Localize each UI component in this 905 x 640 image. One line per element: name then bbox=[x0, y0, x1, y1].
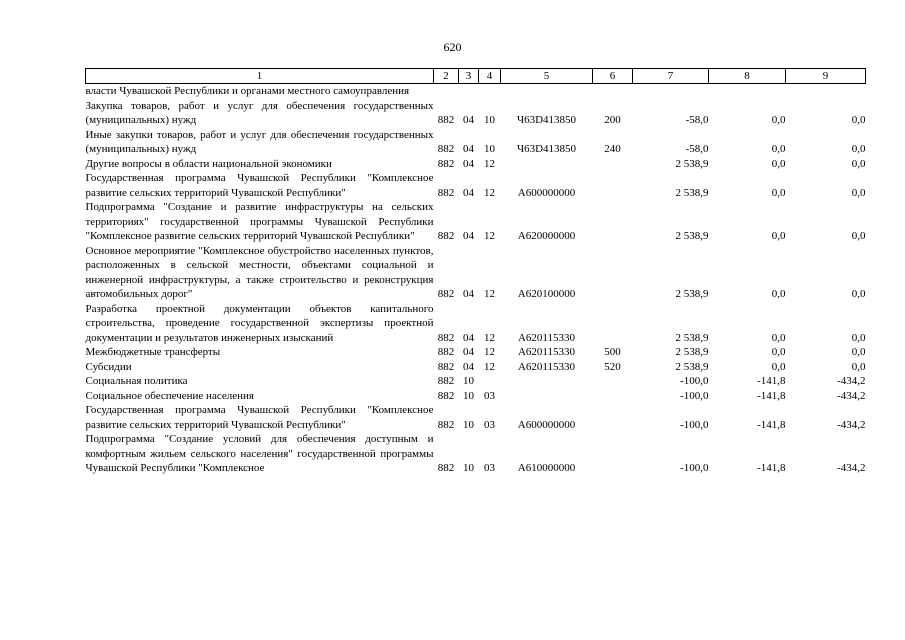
target-article-code: А610000000 bbox=[517, 462, 576, 474]
amount-col-8: 0,0 bbox=[771, 186, 786, 199]
target-article-code bbox=[501, 374, 593, 389]
header-cell: 8 bbox=[709, 69, 786, 84]
expense-type-code bbox=[593, 403, 633, 432]
table-row bbox=[86, 389, 866, 404]
table-row bbox=[86, 244, 866, 302]
target-article-code bbox=[501, 389, 593, 404]
table-row bbox=[86, 99, 866, 128]
amount-col-8: -141,8 bbox=[757, 462, 786, 474]
table-row bbox=[86, 360, 866, 375]
target-article-code: Ч63D413850 bbox=[516, 143, 577, 155]
table-row bbox=[86, 374, 866, 389]
subsection-code: 12 bbox=[484, 360, 495, 373]
header-cell: 3 bbox=[459, 69, 479, 84]
item-name: Межбюджетные трансферты bbox=[85, 346, 221, 358]
amount-col-8: 0,0 bbox=[771, 114, 786, 126]
table-row bbox=[86, 128, 866, 157]
ministry-code: 882 bbox=[437, 462, 455, 474]
section-code: 04 bbox=[463, 288, 474, 300]
section-code: 04 bbox=[463, 346, 474, 358]
section-code: 04 bbox=[463, 114, 474, 126]
table-body bbox=[86, 84, 866, 476]
ministry-code: 882 bbox=[437, 375, 455, 387]
section-code: 04 bbox=[463, 360, 474, 373]
subsection-code: 10 bbox=[484, 143, 495, 155]
amount-col-7: -100,0 bbox=[680, 389, 709, 402]
amount-col-7: -58,0 bbox=[685, 143, 709, 155]
item-name: Основное мероприятие "Комплексное обустройство населенных пунктов, расположенных в сельской местности, объектами социальной и инженерной инфраструктуры, а также строительство и реконструкция автомобильных дорог" bbox=[85, 244, 434, 300]
item-name: Иные закупки товаров, работ и услуг для обеспечения государственных (муниципальных) нужд bbox=[85, 128, 434, 155]
table-row bbox=[86, 345, 866, 360]
section-code: 04 bbox=[463, 143, 474, 155]
header-cell: 1 bbox=[86, 69, 434, 84]
ministry-code: 882 bbox=[437, 389, 455, 402]
subsection-code: 03 bbox=[484, 418, 495, 431]
amount-col-7: 2 538,9 bbox=[675, 360, 709, 373]
subsection-code: 12 bbox=[484, 288, 495, 300]
amount-col-9: 0,0 bbox=[851, 186, 866, 199]
expense-type-code bbox=[593, 302, 633, 346]
table-row bbox=[86, 302, 866, 346]
subsection-code: 10 bbox=[484, 114, 495, 126]
expense-type-code bbox=[593, 432, 633, 476]
table-row bbox=[86, 157, 866, 172]
page-number: 620 bbox=[443, 40, 462, 54]
amount-col-8: 0,0 bbox=[771, 360, 786, 373]
ministry-code: 882 bbox=[437, 346, 455, 358]
amount-col-9: 0,0 bbox=[851, 288, 866, 300]
item-name: Разработка проектной документации объектов капитального строительства, проведение государственной экспертизы проектной документации и результатов инженерных изысканий bbox=[85, 302, 434, 344]
section-code: 10 bbox=[463, 389, 474, 402]
target-article-code bbox=[501, 84, 593, 99]
ministry-code: 882 bbox=[437, 157, 455, 170]
item-name: Подпрограмма "Создание и развитие инфраструктуры на сельских территориях" государственной программы Чувашской Республики "Комплексное развитие сельских территорий Чувашской Республики" bbox=[85, 201, 434, 242]
amount-col-9: 0,0 bbox=[851, 331, 866, 344]
expense-type-code bbox=[593, 200, 633, 244]
item-name: Социальная политика bbox=[85, 375, 188, 387]
expense-type-code: 240 bbox=[604, 143, 621, 155]
amount-col-7: -58,0 bbox=[685, 114, 709, 126]
section-code: 04 bbox=[463, 157, 474, 170]
amount-col-9: -434,2 bbox=[837, 389, 866, 402]
table-header-row bbox=[86, 69, 866, 84]
expense-type-code bbox=[593, 389, 633, 404]
ministry-code: 882 bbox=[437, 186, 455, 199]
item-name: власти Чувашской Республики и органами местного самоуправления bbox=[85, 85, 410, 97]
table-row bbox=[86, 200, 866, 244]
target-article-code: А620000000 bbox=[517, 230, 576, 242]
expense-type-code bbox=[593, 374, 633, 389]
subsection-code: 12 bbox=[484, 331, 495, 344]
amount-col-7: 2 538,9 bbox=[675, 288, 709, 300]
ministry-code: 882 bbox=[437, 288, 455, 300]
expense-type-code bbox=[593, 171, 633, 200]
ministry-code: 882 bbox=[437, 331, 455, 344]
amount-col-8 bbox=[709, 84, 786, 99]
amount-col-8: 0,0 bbox=[771, 230, 786, 242]
target-article-code: Ч63D413850 bbox=[516, 114, 577, 126]
item-name: Государственная программа Чувашской Республики "Комплексное развитие сельских территорий Чувашской Республики" bbox=[85, 404, 434, 431]
amount-col-7: 2 538,9 bbox=[675, 346, 709, 358]
subsection-code bbox=[479, 374, 501, 389]
amount-col-8: 0,0 bbox=[771, 346, 786, 358]
amount-col-7: 2 538,9 bbox=[675, 186, 709, 199]
section-code bbox=[459, 84, 479, 99]
item-name: Социальное обеспечение населения bbox=[85, 389, 254, 402]
subsection-code: 03 bbox=[484, 462, 495, 474]
amount-col-7: -100,0 bbox=[680, 418, 709, 431]
ministry-code: 882 bbox=[437, 230, 455, 242]
header-cell: 9 bbox=[786, 69, 866, 84]
subsection-code: 03 bbox=[484, 389, 495, 402]
header-cell: 6 bbox=[593, 69, 633, 84]
ministry-code: 882 bbox=[437, 418, 455, 431]
target-article-code: А620115330 bbox=[517, 360, 576, 373]
expense-type-code bbox=[593, 244, 633, 302]
section-code: 04 bbox=[463, 331, 474, 344]
amount-col-9: 0,0 bbox=[851, 114, 866, 126]
amount-col-8: 0,0 bbox=[771, 157, 786, 170]
table-row bbox=[86, 84, 866, 99]
expense-type-code: 520 bbox=[604, 360, 621, 373]
amount-col-8: 0,0 bbox=[771, 143, 786, 155]
subsection-code: 12 bbox=[484, 186, 495, 199]
amount-col-9: -434,2 bbox=[837, 375, 866, 387]
expense-type-code: 200 bbox=[604, 114, 621, 126]
amount-col-8: -141,8 bbox=[757, 418, 786, 431]
ministry-code: 882 bbox=[437, 143, 455, 155]
amount-col-9: 0,0 bbox=[851, 143, 866, 155]
item-name: Закупка товаров, работ и услуг для обеспечения государственных (муниципальных) нужд bbox=[85, 99, 434, 126]
expense-type-code: 500 bbox=[604, 346, 621, 358]
amount-col-9: -434,2 bbox=[837, 418, 866, 431]
amount-col-8: 0,0 bbox=[771, 288, 786, 300]
ministry-code: 882 bbox=[437, 114, 455, 126]
amount-col-9: 0,0 bbox=[851, 230, 866, 242]
amount-col-9: -434,2 bbox=[837, 462, 866, 474]
section-code: 10 bbox=[463, 418, 474, 431]
amount-col-9 bbox=[786, 84, 866, 99]
amount-col-8: -141,8 bbox=[757, 375, 786, 387]
amount-col-8: 0,0 bbox=[771, 331, 786, 344]
header-cell: 7 bbox=[633, 69, 709, 84]
section-code: 10 bbox=[463, 375, 474, 387]
amount-col-7: -100,0 bbox=[680, 375, 709, 387]
section-code: 04 bbox=[463, 230, 474, 242]
target-article-code: А620100000 bbox=[517, 288, 576, 300]
subsection-code bbox=[479, 84, 501, 99]
header-cell: 5 bbox=[501, 69, 593, 84]
header-cell: 4 bbox=[479, 69, 501, 84]
subsection-code: 12 bbox=[484, 157, 495, 170]
amount-col-9: 0,0 bbox=[851, 157, 866, 170]
subsection-code: 12 bbox=[484, 346, 495, 358]
subsection-code: 12 bbox=[484, 230, 495, 242]
section-code: 10 bbox=[463, 462, 474, 474]
amount-col-7: 2 538,9 bbox=[675, 331, 709, 344]
target-article-code bbox=[501, 157, 593, 172]
header-cell: 2 bbox=[434, 69, 459, 84]
target-article-code: А620115330 bbox=[517, 331, 576, 344]
item-name: Государственная программа Чувашской Республики "Комплексное развитие сельских территорий Чувашской Республики" bbox=[85, 172, 434, 199]
amount-col-7: -100,0 bbox=[680, 462, 709, 474]
target-article-code: А600000000 bbox=[517, 418, 576, 431]
target-article-code: А620115330 bbox=[517, 346, 576, 358]
section-code: 04 bbox=[463, 186, 474, 199]
table-row bbox=[86, 432, 866, 476]
item-name: Субсидии bbox=[85, 360, 132, 373]
table-row bbox=[86, 171, 866, 200]
item-name: Подпрограмма "Создание условий для обеспечения доступным и комфортным жильем сельского населения" государственной программы Чувашской Республики "Комплексное bbox=[85, 433, 434, 474]
amount-col-8: -141,8 bbox=[757, 389, 786, 402]
amount-col-7: 2 538,9 bbox=[675, 157, 709, 170]
expense-type-code bbox=[593, 157, 633, 172]
budget-table bbox=[85, 68, 866, 476]
item-name: Другие вопросы в области национальной экономики bbox=[85, 157, 332, 170]
target-article-code: А600000000 bbox=[517, 186, 576, 199]
expense-type-code bbox=[593, 84, 633, 99]
amount-col-9: 0,0 bbox=[851, 346, 866, 358]
amount-col-7: 2 538,9 bbox=[675, 230, 709, 242]
amount-col-9: 0,0 bbox=[851, 360, 866, 373]
table-row bbox=[86, 403, 866, 432]
ministry-code: 882 bbox=[437, 360, 455, 373]
ministry-code bbox=[434, 84, 459, 99]
amount-col-7 bbox=[633, 84, 709, 99]
